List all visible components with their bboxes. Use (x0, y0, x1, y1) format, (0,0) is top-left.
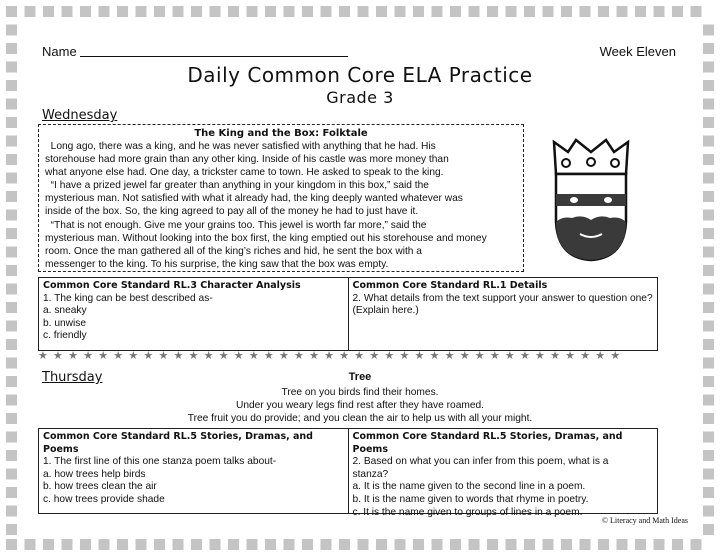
border-square (703, 228, 714, 239)
star-divider: ★★★★★★★★★★★★★★★★★★★★★★★★★★★★★★★★★★★★★★★ (38, 350, 626, 362)
grade-subtitle: Grade 3 (326, 88, 394, 107)
question-text: (Explain here.) (352, 305, 419, 317)
border-square (173, 539, 184, 550)
border-square (413, 539, 424, 550)
border-square (703, 506, 714, 517)
question-text: 1. The king can be best described as- (43, 292, 213, 304)
border-square (524, 539, 535, 550)
border-square (99, 6, 110, 17)
border-square (395, 539, 406, 550)
wednesday-questions (38, 277, 658, 351)
border-square (703, 487, 714, 498)
border-square (561, 539, 572, 550)
border-square (43, 6, 54, 17)
border-square (703, 80, 714, 91)
border-square (703, 321, 714, 332)
border-square (210, 6, 221, 17)
standard-label: Common Core Standard RL.5 Stories, Dramas, and Poems (352, 431, 623, 455)
border-square (617, 539, 628, 550)
border-square (6, 284, 17, 295)
border-square (617, 6, 628, 17)
border-square (703, 358, 714, 369)
border-square (6, 80, 17, 91)
story-box (38, 124, 524, 272)
thursday-heading: Thursday (42, 370, 103, 385)
border-square (506, 539, 517, 550)
name-write-line[interactable] (80, 56, 348, 57)
border-square (6, 432, 17, 443)
border-square (6, 450, 17, 461)
story-text (39, 139, 523, 271)
question-text: 1. The first line of this one stanza poem talks about- (43, 456, 277, 468)
thursday-question-2 (348, 429, 658, 518)
border-square (265, 6, 276, 17)
border-square (654, 539, 665, 550)
border-square (136, 6, 147, 17)
story-line: mysterious man. Without looking into the box first, the king emptied out his storehouse and money (45, 232, 487, 244)
king-face-icon (548, 136, 634, 264)
story-line: inside of the box. So, the king agreed to pay all of the money he had to just have it. (45, 206, 419, 218)
border-square (580, 539, 591, 550)
border-square (6, 302, 17, 313)
border-square (6, 469, 17, 480)
border-square (173, 6, 184, 17)
border-square (703, 395, 714, 406)
border-square (62, 6, 73, 17)
border-square (6, 358, 17, 369)
poem-title: Tree (348, 371, 372, 383)
border-square (6, 539, 17, 550)
thursday-question-1 (39, 429, 348, 513)
border-square (154, 6, 165, 17)
border-square (432, 6, 443, 17)
wednesday-question-1 (39, 278, 348, 350)
story-line: “I have a prized jewel far greater than anything in your kingdom in this box,” said the (45, 180, 429, 192)
border-square (432, 539, 443, 550)
border-square (635, 539, 646, 550)
border-square (6, 506, 17, 517)
border-square (6, 99, 17, 110)
border-square (302, 539, 313, 550)
name-field-label: Name (42, 44, 77, 59)
border-square (703, 284, 714, 295)
border-square (524, 6, 535, 17)
border-square (376, 6, 387, 17)
standard-label: Common Core Standard RL.3 Character Analysis (43, 280, 301, 291)
border-square (228, 6, 239, 17)
standard-label: Common Core Standard RL.1 Details (352, 280, 548, 291)
border-square (80, 6, 91, 17)
border-square (450, 6, 461, 17)
border-square (703, 450, 714, 461)
border-square (80, 539, 91, 550)
border-square (703, 339, 714, 350)
border-square (6, 524, 17, 535)
border-square (6, 43, 17, 54)
answer-choice[interactable]: a. It is the name given to the second line in a poem. (352, 481, 586, 493)
border-square (703, 43, 714, 54)
wednesday-heading: Wednesday (42, 108, 118, 123)
border-square (25, 6, 36, 17)
border-square (358, 6, 369, 17)
border-square (6, 339, 17, 350)
border-square (339, 539, 350, 550)
border-square (654, 6, 665, 17)
border-square (543, 539, 554, 550)
border-square (672, 6, 683, 17)
border-square (6, 376, 17, 387)
answer-choice[interactable]: c. friendly (43, 330, 87, 342)
border-square (99, 539, 110, 550)
border-square (691, 6, 702, 17)
story-line: room. Once the man gathered all of the king’s riches and hid, he sent the box with a (45, 245, 422, 257)
answer-choice[interactable]: a. sneaky (43, 305, 87, 317)
border-square (6, 191, 17, 202)
border-square (635, 6, 646, 17)
border-square (117, 6, 128, 17)
story-line: what anyone else had. One day, a trickster came to town. He asked to speak to the king. (45, 167, 444, 179)
border-square (413, 6, 424, 17)
border-square (703, 25, 714, 36)
border-square (191, 539, 202, 550)
border-square (703, 469, 714, 480)
answer-choice[interactable]: c. how trees provide shade (43, 493, 165, 505)
story-line: Long ago, there was a king, and he was never satisfied with anything that he had. His (45, 141, 436, 152)
border-square (580, 6, 591, 17)
border-square (117, 539, 128, 550)
answer-choice[interactable]: c. It is the name given to groups of lines in a poem. (352, 506, 583, 518)
border-square (703, 524, 714, 535)
border-square (43, 539, 54, 550)
border-square (6, 173, 17, 184)
border-square (703, 99, 714, 110)
poem-line: Tree fruit you do provide; and you clean the air to help us with all your might. (187, 413, 533, 424)
border-square (6, 6, 17, 17)
story-line: messenger to the king. To his surprise, the king saw that the box was empty. (45, 258, 389, 270)
border-square (703, 173, 714, 184)
border-square (703, 302, 714, 313)
border-square (302, 6, 313, 17)
page-title: Daily Common Core ELA Practice (187, 63, 533, 87)
border-square (469, 539, 480, 550)
border-square (469, 6, 480, 17)
border-square (703, 154, 714, 165)
story-line: storehouse had more grain than any other king. Inside of his castle was more money than (45, 154, 449, 166)
border-square (321, 6, 332, 17)
wednesday-question-2[interactable] (348, 278, 658, 350)
border-square (672, 539, 683, 550)
border-square (703, 117, 714, 128)
border-square (6, 265, 17, 276)
border-square (284, 6, 295, 17)
border-square (6, 247, 17, 258)
border-square (561, 6, 572, 17)
answer-choice[interactable]: b. how trees clean the air (43, 481, 157, 493)
answer-choice[interactable]: a. how trees help birds (43, 468, 146, 480)
border-square (703, 62, 714, 73)
answer-choice[interactable]: b. unwise (43, 317, 87, 329)
border-square (703, 247, 714, 258)
border-square (6, 487, 17, 498)
border-square (6, 136, 17, 147)
story-line: “That is not enough. Give me your grains too. This jewel is worth far more,” said the (45, 219, 427, 231)
poem-line: Tree on you birds find their homes. (281, 387, 439, 398)
border-square (703, 413, 714, 424)
border-square (339, 6, 350, 17)
border-square (191, 6, 202, 17)
border-square (228, 539, 239, 550)
border-square (487, 539, 498, 550)
border-square (395, 6, 406, 17)
border-square (6, 117, 17, 128)
border-square (6, 321, 17, 332)
worksheet-page (26, 26, 694, 530)
week-label: Week Eleven (599, 44, 676, 59)
border-square (598, 6, 609, 17)
border-square (247, 539, 258, 550)
border-square (703, 136, 714, 147)
border-square (25, 539, 36, 550)
border-square (6, 228, 17, 239)
poem-line: Under you weary legs find rest after they have roamed. (235, 400, 485, 411)
question-text: 2. What details from the text support your answer to question one? (352, 292, 653, 304)
thursday-questions (38, 428, 658, 518)
border-square (487, 6, 498, 17)
question-text: stanza? (352, 468, 389, 480)
border-square (6, 62, 17, 73)
answer-choice[interactable]: b. It is the name given to words that rhyme in poetry. (352, 493, 589, 505)
border-square (506, 6, 517, 17)
border-square (321, 539, 332, 550)
border-square (6, 395, 17, 406)
border-square (284, 539, 295, 550)
border-square (703, 376, 714, 387)
border-square (154, 539, 165, 550)
border-square (247, 6, 258, 17)
border-square (691, 539, 702, 550)
border-square (703, 432, 714, 443)
border-square (6, 25, 17, 36)
border-square (376, 539, 387, 550)
standard-label: Common Core Standard RL.5 Stories, Dramas, and Poems (43, 431, 313, 455)
border-square (703, 210, 714, 221)
story-line: mysterious man. Not satisfied with what it already had, the king deeply wanted whatever was (45, 193, 463, 205)
border-square (62, 539, 73, 550)
border-square (6, 413, 17, 424)
border-square (543, 6, 554, 17)
border-square (358, 539, 369, 550)
question-text: 2. Based on what you can infer from this poem, what is a (352, 456, 609, 468)
border-square (265, 539, 276, 550)
story-title: The King and the Box: Folktale (194, 128, 368, 139)
border-square (450, 539, 461, 550)
border-square (6, 210, 17, 221)
border-square (703, 265, 714, 276)
border-square (6, 154, 17, 165)
border-square (210, 539, 221, 550)
border-square (703, 191, 714, 202)
border-square (598, 539, 609, 550)
border-square (136, 539, 147, 550)
copyright-notice: © Literacy and Math Ideas (601, 516, 688, 525)
